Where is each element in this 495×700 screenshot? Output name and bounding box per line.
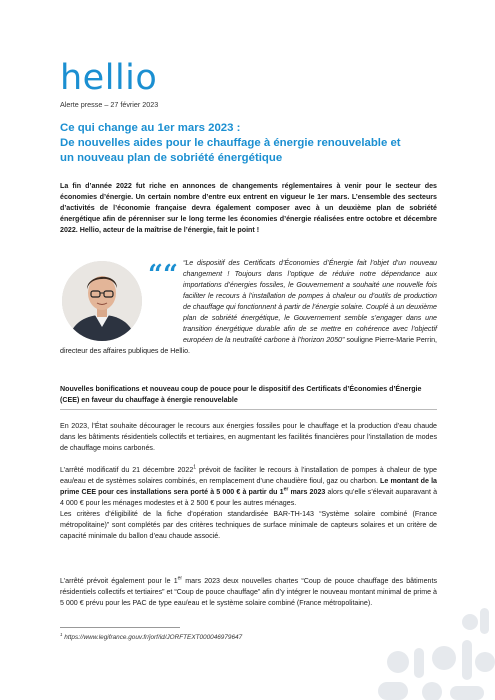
body-paragraph-2 bbox=[60, 465, 437, 542]
quote-mark-icon: ““ bbox=[148, 260, 178, 290]
footnote-link[interactable]: https://www.legifrance.gouv.fr/jorf/id/JORFTEXT000046979647 bbox=[62, 634, 243, 642]
section-heading: Nouvelles bonifications et nouveau coup de pouce pour le dispositif des Certificats d’Économies d’Énergie (CEE) en faveur du chauffage à énergie renouvelable bbox=[60, 385, 422, 404]
intro-paragraph: La fin d’année 2022 fut riche en annonces de changements réglementaires à venir pour le secteur des économies d’énergie. Un certain nombre d’entre eux entrent en vigueur le 1er mars. L’ensemble des secteurs d’activités de l’économie française devra également composer avec à un deuxième plan de sobriété énergétique afin de pérenniser sur le long terme les économies d’énergie réalisées entre octobre et décembre 2022. Hellio, acteur de la maîtrise de l’énergie, fait le point ! bbox=[60, 182, 437, 234]
para2-highlight: Le montant de la prime CEE pour ces installations sera porté à 5 000 € à partir du 1er mars 2023 bbox=[60, 477, 437, 496]
para2-text: alors qu’elle s’élevait auparavant à 4 000 € pour les ménages modestes et à 2 500 € pour les autres ménages. bbox=[60, 488, 438, 507]
hellio-logo: hellio bbox=[60, 58, 158, 98]
title-line: Ce qui change au 1er mars 2023 : bbox=[60, 122, 241, 134]
section-divider bbox=[60, 409, 437, 410]
spokesperson-quote bbox=[60, 258, 437, 357]
para2-text: L’arrêté modificatif du 21 décembre 2022 bbox=[60, 466, 194, 474]
page-title bbox=[60, 121, 460, 166]
title-line: De nouvelles aides pour le chauffage à énergie renouvelable et bbox=[60, 137, 401, 149]
quote-text: “Le dispositif des Certificats d’Économies d’Énergie fait l’objet d’un nouveau changement ! Toujours dans l’optique de réduire notre dépendance aux importations d’énergies fossiles, le Gouvernement a souhaité une nouvelle fois faciliter le recours à l’installation de pompes à chaleur ou d’outils de production de chauffage qui fonctionnent à partir de l’énergie solaire. Couplé à un deuxième plan de sobriété énergétique, le Gouvernement semble s’engager dans une transition énergétique durable afin de se mettre en cohérence avec l’objectif européen de la neutralité carbone à l’horizon 2050” bbox=[183, 259, 437, 344]
footnote-divider bbox=[60, 627, 180, 628]
press-alert-date: Alerte presse – 27 février 2023 bbox=[60, 100, 159, 109]
decorative-brand-pattern bbox=[370, 600, 495, 700]
footnote-ref: 1 bbox=[193, 464, 197, 471]
body-paragraph-3: L’arrêté prévoit également pour le 1er mars 2023 deux nouvelles chartes “Coup de pouce chauffage des bâtiments résidentiels collectifs et tertiaires” et “Coup de pouce chauffage” afin d’y intégrer le nouveau montant minimal de prime à 5 000 € prévu pour les PAC de type eau/eau et le système solaire combiné (France métropolitaine). bbox=[60, 575, 437, 607]
para2-criteria: Les critères d’éligibilité de la fiche d’opération standardisée BAR-TH-143 “Système solaire combiné (France métropolitaine)” sont complétés par des critères techniques de surface minimale de capteurs solaires et un critère de capacité minimale du ballon d’eau chaude associé. bbox=[60, 510, 437, 540]
quote-attribution: souligne Pierre-Marie Perrin, directeur des affaires publiques de Hellio. bbox=[60, 336, 437, 355]
footnote: $^1$ https://www.legifrance.gouv.fr/jorf/id/JORFTEXT000046979647 bbox=[60, 632, 243, 642]
title-line: un nouveau plan de sobriété énergétique bbox=[60, 152, 283, 164]
body-paragraph-1: En 2023, l’État souhaite décourager le recours aux énergies fossiles pour le chauffage et la production d’eau chaude dans les bâtiments résidentiels collectifs et tertiaires, en augmentant les facilités financières pour l’installation de modes de chauffage moins carbonés. bbox=[60, 422, 437, 452]
para2-text: prévoit de faciliter le recours à l’installation de pompes à chaleur de type eau/eau et de systèmes solaires combinés, en remplacement d’une chaudière fioul, gaz ou charbon. bbox=[60, 466, 437, 485]
